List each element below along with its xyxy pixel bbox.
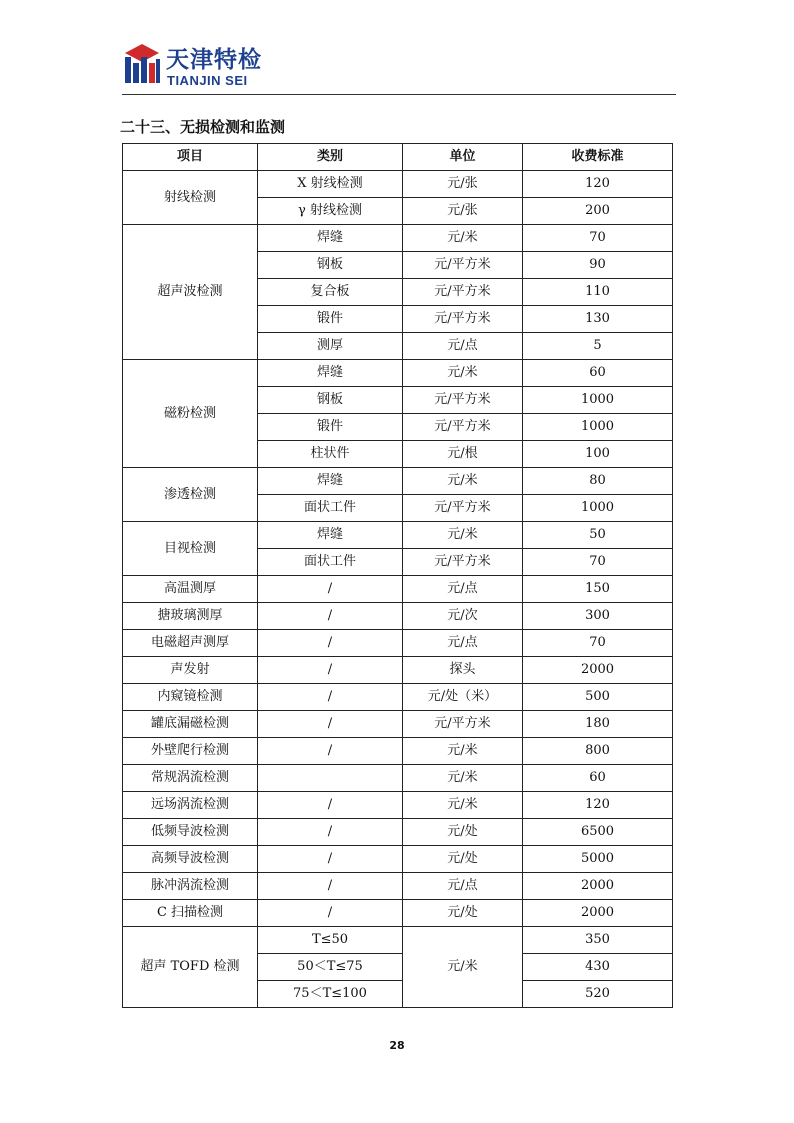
unit-cell: 元/平方米 (403, 495, 523, 522)
header-unit: 单位 (403, 144, 523, 171)
unit-cell: 元/根 (403, 441, 523, 468)
category-cell: T≤50 (258, 927, 403, 954)
category-cell: / (258, 684, 403, 711)
item-cell: 超声波检测 (123, 225, 258, 360)
fee-cell: 500 (523, 684, 673, 711)
header-category: 类别 (258, 144, 403, 171)
category-cell: 面状工件 (258, 549, 403, 576)
category-cell: / (258, 576, 403, 603)
table-row (123, 684, 673, 711)
unit-cell: 元/米 (403, 792, 523, 819)
category-cell: 锻件 (258, 414, 403, 441)
table-row (123, 846, 673, 873)
unit-cell: 元/米 (403, 765, 523, 792)
fee-cell: 70 (523, 225, 673, 252)
table-row (123, 468, 673, 495)
unit-cell: 元/点 (403, 630, 523, 657)
item-cell: 射线检测 (123, 171, 258, 225)
fee-table (122, 143, 673, 1008)
item-cell: 渗透检测 (123, 468, 258, 522)
fee-cell: 5 (523, 333, 673, 360)
fee-cell: 1000 (523, 495, 673, 522)
item-cell: 高温测厚 (123, 576, 258, 603)
table-row (123, 171, 673, 198)
category-cell: 焊缝 (258, 225, 403, 252)
unit-cell: 元/平方米 (403, 711, 523, 738)
fee-cell: 2000 (523, 873, 673, 900)
unit-cell: 元/次 (403, 603, 523, 630)
category-cell: X 射线检测 (258, 171, 403, 198)
fee-cell: 70 (523, 630, 673, 657)
unit-cell: 元/点 (403, 873, 523, 900)
unit-cell: 元/平方米 (403, 549, 523, 576)
header-item: 项目 (123, 144, 258, 171)
item-cell: C 扫描检测 (123, 900, 258, 927)
unit-cell: 元/米 (403, 522, 523, 549)
item-cell: 脉冲涡流检测 (123, 873, 258, 900)
header-divider (122, 94, 676, 95)
section-title: 二十三、无损检测和监测 (120, 118, 286, 136)
fee-cell: 60 (523, 360, 673, 387)
fee-cell: 80 (523, 468, 673, 495)
table-row (123, 603, 673, 630)
category-cell: / (258, 657, 403, 684)
category-cell: 75＜T≤100 (258, 981, 403, 1008)
fee-cell: 110 (523, 279, 673, 306)
fee-cell: 5000 (523, 846, 673, 873)
item-cell: 目视检测 (123, 522, 258, 576)
category-cell: 50＜T≤75 (258, 954, 403, 981)
page-header (122, 38, 676, 96)
category-cell: / (258, 738, 403, 765)
category-cell: γ 射线检测 (258, 198, 403, 225)
page-number: 28 (389, 1039, 405, 1052)
item-cell: 内窥镜检测 (123, 684, 258, 711)
fee-cell: 70 (523, 549, 673, 576)
table-row (123, 657, 673, 684)
unit-cell: 元/处 (403, 819, 523, 846)
unit-cell: 元/处 (403, 900, 523, 927)
category-cell: / (258, 792, 403, 819)
table-row (123, 819, 673, 846)
table-row (123, 576, 673, 603)
item-cell: 低频导波检测 (123, 819, 258, 846)
fee-cell: 120 (523, 792, 673, 819)
unit-cell: 元/米 (403, 927, 523, 1008)
fee-cell: 1000 (523, 414, 673, 441)
fee-cell: 350 (523, 927, 673, 954)
category-cell: 面状工件 (258, 495, 403, 522)
fee-cell: 120 (523, 171, 673, 198)
table-row (123, 711, 673, 738)
fee-cell: 100 (523, 441, 673, 468)
item-cell: 高频导波检测 (123, 846, 258, 873)
category-cell: / (258, 900, 403, 927)
category-cell: / (258, 630, 403, 657)
fee-cell: 130 (523, 306, 673, 333)
unit-cell: 元/点 (403, 576, 523, 603)
table-header-row (123, 144, 673, 171)
category-cell: 焊缝 (258, 468, 403, 495)
item-cell: 声发射 (123, 657, 258, 684)
table-row (123, 630, 673, 657)
category-cell (258, 765, 403, 792)
fee-cell: 2000 (523, 900, 673, 927)
fee-cell: 6500 (523, 819, 673, 846)
fee-cell: 430 (523, 954, 673, 981)
fee-cell: 60 (523, 765, 673, 792)
table-row (123, 873, 673, 900)
unit-cell: 探头 (403, 657, 523, 684)
fee-cell: 2000 (523, 657, 673, 684)
fee-cell: 180 (523, 711, 673, 738)
category-cell: 焊缝 (258, 360, 403, 387)
table-row (123, 738, 673, 765)
unit-cell: 元/平方米 (403, 279, 523, 306)
item-cell: 电磁超声测厚 (123, 630, 258, 657)
unit-cell: 元/米 (403, 225, 523, 252)
unit-cell: 元/点 (403, 333, 523, 360)
fee-cell: 50 (523, 522, 673, 549)
category-cell: 锻件 (258, 306, 403, 333)
unit-cell: 元/平方米 (403, 306, 523, 333)
unit-cell: 元/张 (403, 198, 523, 225)
fee-cell: 150 (523, 576, 673, 603)
table-row (123, 522, 673, 549)
table-row (123, 792, 673, 819)
unit-cell: 元/处 (403, 846, 523, 873)
table-row (123, 900, 673, 927)
unit-cell: 元/张 (403, 171, 523, 198)
category-cell: 复合板 (258, 279, 403, 306)
item-cell: 罐底漏磁检测 (123, 711, 258, 738)
fee-cell: 200 (523, 198, 673, 225)
item-cell: 磁粉检测 (123, 360, 258, 468)
header-fee: 收费标准 (523, 144, 673, 171)
unit-cell: 元/米 (403, 738, 523, 765)
category-cell: 钢板 (258, 252, 403, 279)
table-row (123, 225, 673, 252)
fee-cell: 520 (523, 981, 673, 1008)
unit-cell: 元/处（米） (403, 684, 523, 711)
table-row (123, 360, 673, 387)
item-cell: 搪玻璃测厚 (123, 603, 258, 630)
table-row (123, 765, 673, 792)
category-cell: / (258, 873, 403, 900)
category-cell: / (258, 603, 403, 630)
unit-cell: 元/平方米 (403, 414, 523, 441)
unit-cell: 元/米 (403, 360, 523, 387)
item-cell: 外壁爬行检测 (123, 738, 258, 765)
logo-english-name: TIANJIN SEI (167, 73, 248, 88)
category-cell: 测厚 (258, 333, 403, 360)
company-logo-icon (122, 43, 162, 85)
fee-cell: 800 (523, 738, 673, 765)
item-cell: 远场涡流检测 (123, 792, 258, 819)
logo-chinese-name: 天津特检 (166, 47, 262, 73)
category-cell: / (258, 819, 403, 846)
unit-cell: 元/平方米 (403, 387, 523, 414)
category-cell: / (258, 846, 403, 873)
table-row (123, 927, 673, 954)
category-cell: 柱状件 (258, 441, 403, 468)
category-cell: 焊缝 (258, 522, 403, 549)
item-cell: 常规涡流检测 (123, 765, 258, 792)
category-cell: / (258, 711, 403, 738)
fee-cell: 300 (523, 603, 673, 630)
unit-cell: 元/平方米 (403, 252, 523, 279)
fee-cell: 90 (523, 252, 673, 279)
fee-cell: 1000 (523, 387, 673, 414)
item-cell: 超声 TOFD 检测 (123, 927, 258, 1008)
category-cell: 钢板 (258, 387, 403, 414)
unit-cell: 元/米 (403, 468, 523, 495)
